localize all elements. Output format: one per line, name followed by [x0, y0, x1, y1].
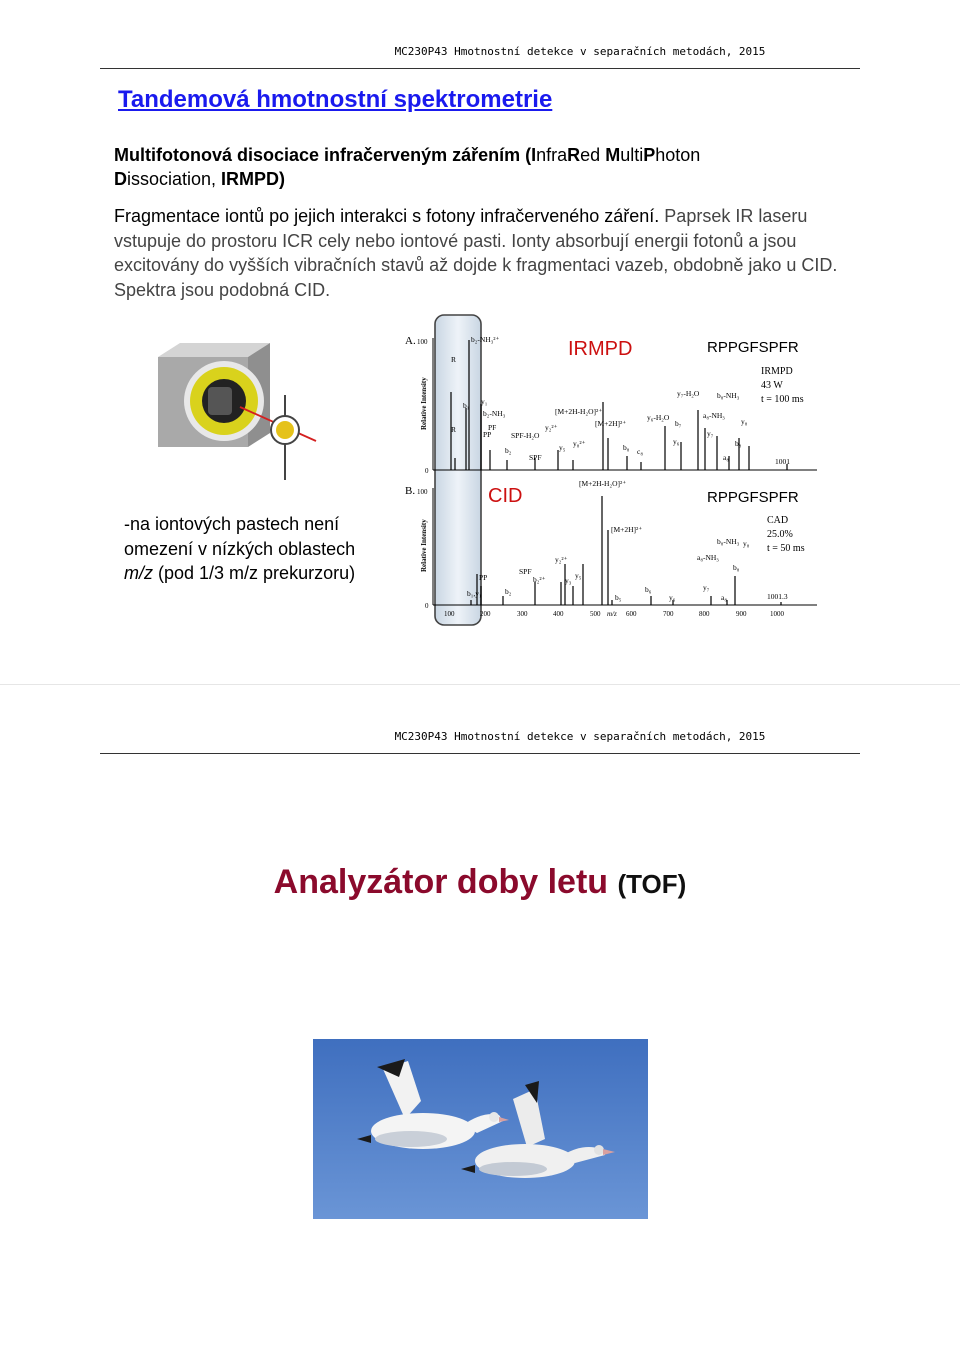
geese-photo — [313, 1039, 648, 1219]
svg-text:43 W: 43 W — [761, 380, 783, 391]
header-text-2: MC230P43 Hmotnostní detekce v separačních metodách, 2015 — [394, 730, 766, 743]
svg-text:y₈: y₈ — [743, 539, 750, 548]
tof-title: Analyzátor doby letu (TOF) — [273, 863, 687, 901]
svg-text:b₂: b₂ — [505, 446, 512, 455]
svg-text:b₅: b₅ — [615, 593, 622, 602]
svg-text:a₈-NH₃: a₈-NH₃ — [697, 553, 719, 562]
slide-2 — [0, 684, 960, 1368]
svg-text:900: 900 — [736, 610, 747, 618]
svg-text:1001: 1001 — [775, 457, 790, 466]
svg-text:1001.3: 1001.3 — [767, 592, 788, 601]
svg-text:PP: PP — [483, 430, 492, 439]
svg-text:SPF-H₂O: SPF-H₂O — [511, 431, 540, 440]
svg-text:y₅: y₅ — [559, 443, 566, 452]
svg-text:y₁: y₁ — [481, 397, 488, 406]
svg-text:b₂-NH₃²⁺: b₂-NH₃²⁺ — [471, 335, 500, 344]
panel-b-peaks — [471, 496, 781, 605]
svg-text:b₈: b₈ — [623, 443, 630, 452]
svg-text:b₈: b₈ — [733, 563, 740, 572]
svg-text:SPF: SPF — [519, 567, 532, 576]
svg-text:1000: 1000 — [770, 610, 784, 618]
slide-subtitle: Multifotonová disociace infračerveným zářením (InfraRed MultiPhoton Dissociation, IRMPD) — [114, 145, 701, 189]
svg-text:b₁: b₁ — [463, 401, 470, 410]
panel-b-x-ticks — [444, 610, 785, 618]
panel-a-letter: A. — [405, 335, 416, 347]
svg-text:y₈: y₈ — [741, 417, 748, 426]
svg-text:IRMPD: IRMPD — [761, 366, 793, 377]
slide-header — [100, 44, 860, 69]
svg-text:b₈-NH₃: b₈-NH₃ — [717, 537, 740, 546]
svg-text:400: 400 — [553, 610, 564, 618]
svg-text:0: 0 — [425, 467, 429, 475]
svg-text:c₈: c₈ — [637, 447, 643, 456]
panel-a-y-label: Relative Intensity — [420, 377, 428, 430]
svg-text:300: 300 — [517, 610, 528, 618]
svg-text:0: 0 — [425, 602, 429, 610]
svg-text:a₈: a₈ — [721, 593, 727, 602]
svg-text:100: 100 — [417, 488, 428, 496]
svg-text:PF: PF — [488, 423, 497, 432]
panel-b-y-label: Relative Intensity — [420, 519, 428, 572]
svg-text:y₇: y₇ — [703, 583, 710, 592]
slide-header-2 — [100, 729, 860, 754]
svg-text:b₁,y₁: b₁,y₁ — [467, 589, 482, 598]
svg-text:800: 800 — [699, 610, 710, 618]
svg-text:b₂²⁺: b₂²⁺ — [533, 575, 546, 584]
svg-text:100: 100 — [444, 610, 455, 618]
svg-text:m/z: m/z — [607, 610, 617, 618]
svg-text:600: 600 — [626, 610, 637, 618]
header-text: MC230P43 Hmotnostní detekce v separačních metodách, 2015 — [394, 45, 766, 58]
svg-text:200: 200 — [480, 610, 491, 618]
svg-text:SPF: SPF — [529, 453, 542, 462]
svg-text:y₅: y₅ — [575, 571, 582, 580]
svg-text:y₂²⁺: y₂²⁺ — [555, 555, 568, 564]
svg-text:[M+2H]²⁺: [M+2H]²⁺ — [611, 525, 643, 534]
svg-text:25.0%: 25.0% — [767, 529, 793, 540]
svg-text:y₆-H₂O: y₆-H₂O — [647, 413, 670, 422]
spectra-figure — [395, 310, 825, 630]
svg-text:[M+2H]²⁺: [M+2H]²⁺ — [595, 419, 627, 428]
svg-text:b₈: b₈ — [735, 439, 742, 448]
svg-text:CAD: CAD — [767, 515, 789, 526]
svg-text:R: R — [451, 425, 457, 434]
svg-text:y₈²⁺: y₈²⁺ — [573, 439, 586, 448]
svg-text:y₃: y₃ — [565, 576, 572, 585]
svg-text:700: 700 — [663, 610, 674, 618]
svg-text:b₆: b₆ — [645, 585, 652, 594]
svg-text:b₂: b₂ — [505, 587, 512, 596]
icr-cell-illustration — [150, 335, 330, 485]
panel-b-letter: B. — [405, 485, 416, 497]
panel-b-sequence: RPPGFSPFR — [707, 489, 799, 506]
panel-a-sequence: RPPGFSPFR — [707, 339, 799, 356]
svg-text:t = 100 ms: t = 100 ms — [761, 394, 804, 405]
trap-note: -na iontových pastech není omezení v nízkých oblastech m/z (pod 1/3 m/z prekurzoru) — [124, 514, 356, 583]
slide-title: Tandemová hmotnostní spektrometrie — [118, 86, 553, 113]
svg-text:y₇: y₇ — [707, 429, 714, 438]
svg-text:b₂-NH₃: b₂-NH₃ — [483, 409, 506, 418]
svg-text:b₇: b₇ — [675, 419, 682, 428]
svg-text:PP: PP — [479, 573, 488, 582]
svg-text:100: 100 — [417, 338, 428, 346]
svg-text:R: R — [451, 355, 457, 364]
svg-text:y₇-H₂O: y₇-H₂O — [677, 389, 700, 398]
panel-b-label: CID — [488, 485, 523, 507]
svg-text:a₈: a₈ — [723, 453, 729, 462]
svg-text:[M+2H-H₂O]²⁺: [M+2H-H₂O]²⁺ — [555, 407, 603, 416]
svg-text:y₆: y₆ — [669, 593, 676, 602]
svg-text:b₈-NH₃: b₈-NH₃ — [717, 391, 740, 400]
svg-text:[M+2H-H₂O]²⁺: [M+2H-H₂O]²⁺ — [579, 479, 627, 488]
svg-text:500: 500 — [590, 610, 601, 618]
svg-text:y₆: y₆ — [673, 437, 680, 446]
description-paragraph: Fragmentace iontů po jejich interakci s fotony infračerveného záření. Paprsek IR laseru vstupuje do prostoru ICR cely nebo iontové pasti. Ionty absorbují energii fotonů a jsou excitovány do vyšších vibračních stavů až dojde k fragmentaci vazeb, obdobně jako u CID. Spektra jsou podobná CID. — [114, 206, 838, 300]
svg-text:y₂²⁺: y₂²⁺ — [545, 423, 558, 432]
svg-text:a₈-NH₃: a₈-NH₃ — [703, 411, 725, 420]
panel-a-label: IRMPD — [568, 338, 633, 360]
svg-text:t = 50 ms: t = 50 ms — [767, 543, 805, 554]
